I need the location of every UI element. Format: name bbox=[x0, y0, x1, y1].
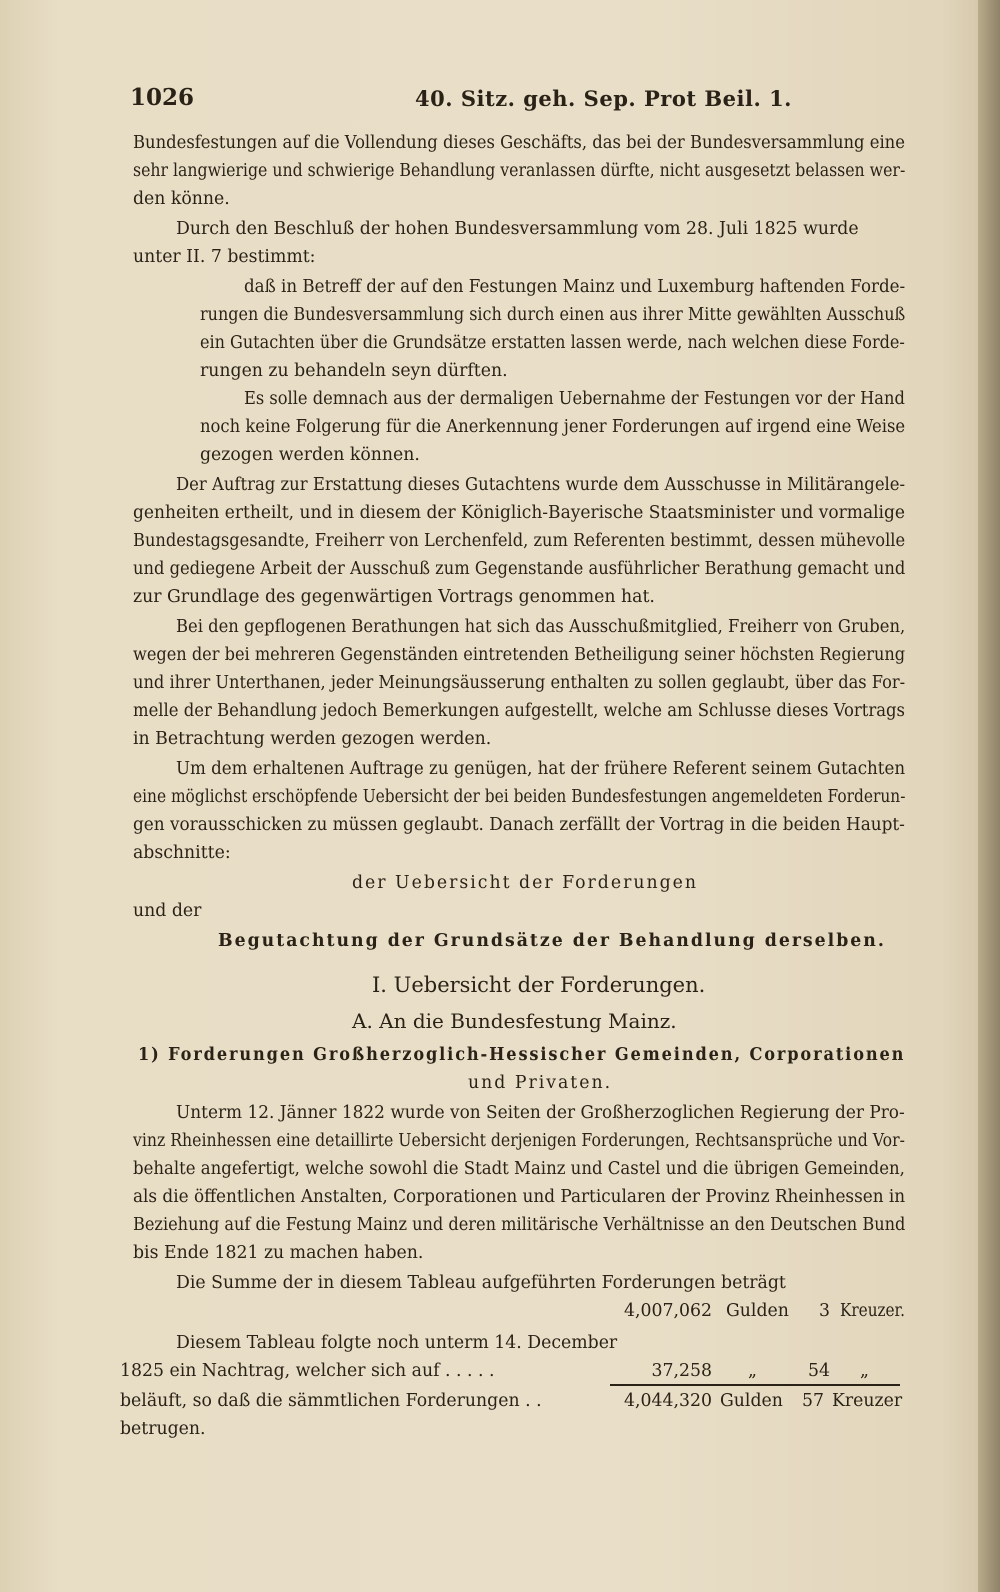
text-line: Bundestagsgesandte, Freiherr von Lerchenfeld, zum Referenten bestimmt, dessen mühevolle bbox=[133, 531, 906, 551]
item-heading: 1) Forderungen Großherzoglich-Hessischer Gemeinden, Corporationen bbox=[138, 1045, 906, 1065]
text-line: rungen zu behandeln seyn dürften. bbox=[200, 361, 508, 381]
text-line: in Betrachtung werden gezogen werden. bbox=[133, 729, 492, 749]
running-title: 40. Sitz. geh. Sep. Prot Beil. 1. bbox=[415, 86, 792, 111]
text-line: bis Ende 1821 zu machen haben. bbox=[133, 1243, 424, 1263]
text-line: eine möglichst erschöpfende Uebersicht der bei beiden Bundesfestungen angemeldeten Forderun- bbox=[133, 787, 906, 807]
text-line: Beziehung auf die Festung Mainz und deren militärische Verhältnisse an den Deutschen Bund bbox=[133, 1215, 906, 1235]
text-line: Der Auftrag zur Erstattung dieses Gutachtens wurde dem Ausschusse in Militärangele- bbox=[176, 475, 906, 495]
text-line: den könne. bbox=[133, 189, 230, 209]
text-line: gen vorausschicken zu müssen geglaubt. Danach zerfällt der Vortrag in die beiden Haupt- bbox=[133, 815, 905, 835]
amount-unit: „ bbox=[748, 1361, 757, 1381]
amount-sub: 57 bbox=[802, 1391, 824, 1411]
text-line: beläuft, so daß die sämmtlichen Forderungen . . bbox=[120, 1391, 542, 1411]
amount-unit: Gulden bbox=[726, 1301, 789, 1321]
subsection-heading: A. An die Bundesfestung Mainz. bbox=[352, 1009, 677, 1033]
text-line: sehr langwierige und schwierige Behandlung veranlassen dürfte, nicht ausgesetzt belassen wer- bbox=[133, 161, 906, 181]
amount-unit: „ bbox=[860, 1361, 869, 1381]
page-number: 1026 bbox=[130, 84, 195, 111]
text-line: noch keine Folgerung für die Anerkennung jener Forderungen auf irgend eine Weise bbox=[200, 417, 906, 437]
text-line: daß in Betreff der auf den Festungen Mainz und Luxemburg haftenden Forde- bbox=[244, 277, 906, 297]
text-line: Diesem Tableau folgte noch unterm 14. December bbox=[176, 1333, 618, 1353]
amount-sum: 4,007,062 bbox=[624, 1301, 712, 1321]
text-line: Um dem erhaltenen Auftrage zu genügen, hat der frühere Referent seinem Gutachten bbox=[176, 759, 906, 779]
amount-unit: Kreuzer bbox=[832, 1391, 903, 1411]
text-line: melle der Behandlung jedoch Bemerkungen aufgestellt, welche am Schlusse dieses Vortrags bbox=[133, 701, 905, 721]
amount-sub: 3 bbox=[819, 1301, 830, 1321]
text-line: als die öffentlichen Anstalten, Corporationen und Particularen der Provinz Rheinhessen in bbox=[133, 1187, 906, 1207]
text-line: betrugen. bbox=[120, 1419, 206, 1439]
text-line: und ihrer Unterthanen, jeder Meinungsäusserung enthalten zu sollen geglaubt, über das For- bbox=[133, 673, 906, 693]
text-line: 1825 ein Nachtrag, welcher sich auf . . . . . bbox=[120, 1361, 495, 1381]
page-header bbox=[130, 84, 910, 118]
text-line: und der bbox=[133, 901, 202, 921]
text-line: wegen der bei mehreren Gegenständen eintretenden Betheiligung seiner höchsten Regierung bbox=[133, 645, 906, 665]
text-line: Bei den gepflogenen Berathungen hat sich das Ausschußmitglied, Freiherr von Gruben, bbox=[176, 617, 906, 637]
text-line: zur Grundlage des gegenwärtigen Vortrags genommen hat. bbox=[133, 587, 655, 607]
section-heading: I. Uebersicht der Forderungen. bbox=[372, 973, 706, 997]
text-line: rungen die Bundesversammlung sich durch einen aus ihrer Mitte gewählten Ausschuß bbox=[200, 305, 906, 325]
sum-rule bbox=[610, 1384, 900, 1386]
amount-unit: Gulden bbox=[720, 1391, 783, 1411]
amount-sum: 37,258 bbox=[651, 1361, 712, 1381]
text-line: Unterm 12. Jänner 1822 wurde von Seiten der Großherzoglichen Regierung der Pro- bbox=[176, 1103, 905, 1123]
text-line: der Uebersicht der Forderungen bbox=[352, 873, 699, 893]
text-line: genheiten ertheilt, und in diesem der Königlich-Bayerische Staatsminister und vormalige bbox=[133, 503, 906, 523]
text-line: Die Summe der in diesem Tableau aufgeführten Forderungen beträgt bbox=[176, 1273, 786, 1293]
text-line: und gediegene Arbeit der Ausschuß zum Gegenstande ausführlicher Berathung gemacht und bbox=[133, 559, 906, 579]
text-line: unter II. 7 bestimmt: bbox=[133, 247, 316, 267]
text-line: Es solle demnach aus der dermaligen Uebernahme der Festungen vor der Hand bbox=[244, 389, 905, 409]
text-line: behalte angefertigt, welche sowohl die Stadt Mainz und Castel und die übrigen Gemeinden, bbox=[133, 1159, 905, 1179]
text-line: abschnitte: bbox=[133, 843, 231, 863]
amount-total: 4,044,320 bbox=[624, 1391, 712, 1411]
text-line: Durch den Beschluß der hohen Bundesversammlung vom 28. Juli 1825 wurde bbox=[176, 219, 859, 239]
text-line: vinz Rheinhessen eine detaillirte Uebersicht derjenigen Forderungen, Rechtsansprüche und Vor- bbox=[133, 1131, 905, 1151]
page-edge-shadow bbox=[978, 0, 1000, 1592]
amount-sub: 54 bbox=[808, 1361, 830, 1381]
amount-unit: Kreuzer. bbox=[840, 1301, 906, 1321]
item-heading: und Privaten. bbox=[468, 1073, 613, 1093]
text-line: Begutachtung der Grundsätze der Behandlung derselben. bbox=[218, 931, 886, 951]
text-line: gezogen werden können. bbox=[200, 445, 420, 465]
text-line: Bundesfestungen auf die Vollendung dieses Geschäfts, das bei der Bundesversammlung eine bbox=[133, 133, 905, 153]
text-line: ein Gutachten über die Grundsätze erstatten lassen werde, nach welchen diese Forde- bbox=[200, 333, 905, 353]
